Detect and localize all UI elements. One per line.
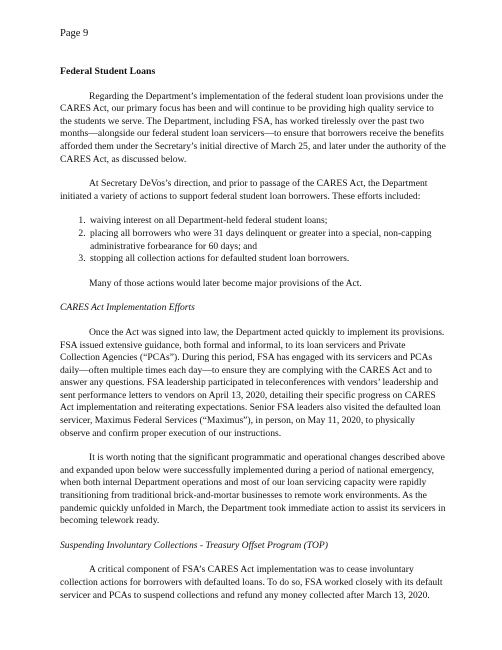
- paragraph: At Secretary DeVos’s direction, and prior to passage of the CARES Act, the Department initiated a variety of actions to support federal student loan borrowers. These efforts included:: [60, 178, 428, 202]
- list-item: 2. placing all borrowers who were 31 days delinquent or greater into a special, non-capping administrative forbearance for 60 days; and: [88, 228, 446, 253]
- document-body: [60, 66, 446, 614]
- paragraph: A critical component of FSA’s CARES Act implementation was to cease involuntary collection actions for borrowers with defaulted loans. To do so, FSA worked closely with its default servicer and PCAs to suspend collections and refund any money collected after March 13, 2020.: [60, 564, 443, 601]
- paragraph: It is worth noting that the significant programmatic and operational changes described above and expanded upon below were successfully implemented during a period of national emergency, when both internal Department operations and most of our loan servicing capacity were rapidly transitioning from traditional brick-and-mortar businesses to remote work environments. As the pandemic quickly unfolded in March, the Department took immediate action to assist its servicers in becoming telework ready.: [60, 452, 446, 527]
- list-item: 3. stopping all collection actions for defaulted student loan borrowers.: [88, 253, 446, 266]
- subsection-heading: Suspending Involuntary Collections - Treasury Offset Program (TOP): [60, 539, 328, 551]
- section-heading: Federal Student Loans: [60, 66, 156, 77]
- page-number: Page 9: [60, 28, 89, 39]
- paragraph: Regarding the Department’s implementation of the federal student loan provisions under the CARES Act, our primary focus has been and will continue to be providing high quality service to the students we serve. The Department, including FSA, has worked tirelessly over the past two months—alongside our federal student loan servicers—to ensure that borrowers receive the benefits afforded them under the Secretary’s initial directive of March 25, and later under the authority of the CARES Act, as discussed below.: [60, 90, 446, 165]
- paragraph: Many of those actions would later become major provisions of the Act.: [89, 277, 362, 289]
- numbered-list: [60, 215, 446, 265]
- subsection-heading: CARES Act Implementation Efforts: [60, 302, 195, 314]
- list-item: 1. waiving interest on all Department-held federal student loans;: [88, 215, 446, 228]
- paragraph: Once the Act was signed into law, the Department acted quickly to implement its provisions. FSA issued extensive guidance, both formal and informal, to its loan servicers and Private Collection Agencies (“PCAs”). During this period, FSA has engaged with its servicers and PCAs daily—often multiple times each day—to ensure they are complying with the CARES Act and to answer any questions. FSA leadership participated in teleconferences with vendors’ leadership and sent performance letters to vendors on April 13, 2020, detailing their specific progress on CARES Act implementation and reiterating expectations. Senior FSA leaders also visited the defaulted loan servicer, Maximus Federal Services (“Maximus”), in person, on May 11, 2020, to physically observe and confirm proper execution of our instructions.: [60, 326, 445, 439]
